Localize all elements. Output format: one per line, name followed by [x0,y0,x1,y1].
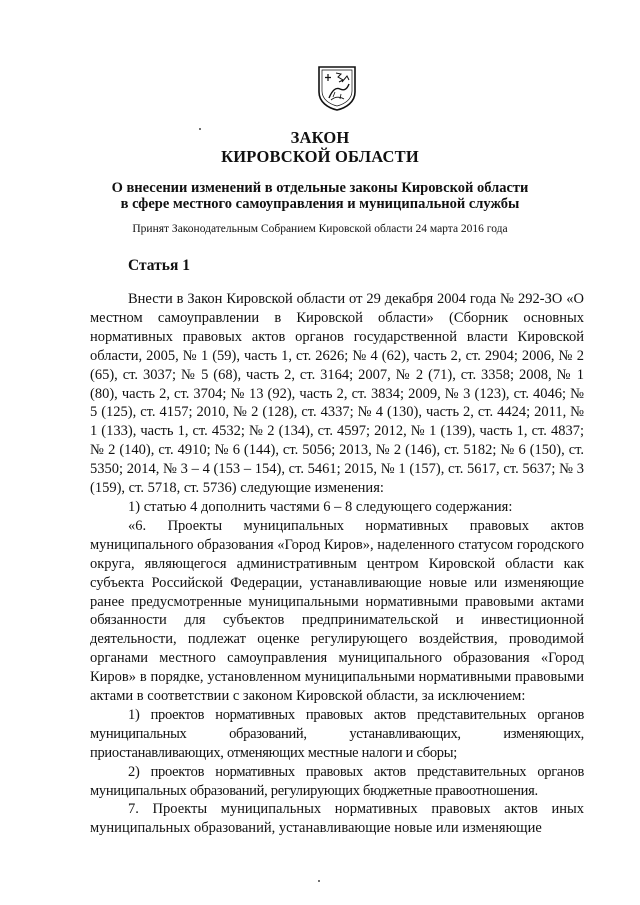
paragraph-amendment-intro: Внести в Закон Кировской области от 29 декабря 2004 года № 292-ЗО «О местном самоуправлении в Кировской области» (Сборник основных нормативных правовых актов органов государственной власти Кировской области, 2005, № 1 (59), часть 1, ст. 2626; № 4 (62), часть 2, ст. 2904; 2006, № 2 (65), ст. 3037; № 5 (68), часть 2, ст. 3164; 2007, № 2 (71), ст. 3358; 2008, № 1 (80), часть 2, ст. 3704; № 13 (92), часть 2, ст. 3834; 2009, № 3 (123), ст. 4046; № 5 (125), ст. 4157; 2010, № 2 (128), ст. 4337; № 4 (130), часть 2, ст. 4424; 2011, № 1 (133), часть 1, ст. 4532; № 2 (134), ст. 4597; 2012, № 1 (139), часть 1, ст. 4837; № 2 (140), ст. 4910; № 6 (144), ст. 5056; 2013, № 2 (146), ст. 5182; № 6 (150), ст. 5350; 2014, № 3 – 4 (153 – 154), ст. 5461; 2015, № 1 (157), ст. 5617, ст. 5637; № 3 (159), ст. 5718, ст. 5736) следующие изменения: [90,291,584,497]
paragraph-exception-1: 1) проектов нормативных правовых актов представительных органов муниципальных образований, устанавливающих, изменяющих, приостанавливающих, отменяющих местные налоги и сборы; [90,706,584,761]
scan-speck [318,880,320,882]
article-heading: Статья 1 [128,257,190,274]
law-subtitle-line2: в сфере местного самоуправления и муниципальной службы [120,196,520,212]
paragraph-exception-2: 2) проектов нормативных правовых актов представительных органов муниципальных образований, регулирующих бюджетные правоотношения. [90,763,584,799]
article-body [90,290,584,838]
region-title: КИРОВСКОЙ ОБЛАСТИ [221,147,419,166]
paragraph-part-6: «6. Проекты муниципальных нормативных правовых актов муниципального образования «Город Киров», наделенного статусом городского округа, являющегося административным центром Кировской области как субъекта Российской Федерации, устанавливающие новые или изменяющие ранее предусмотренные муниципальными нормативными правовыми актами обязанности для субъектов предпринимательской и инвестиционной деятельности, подлежат оценке регулирующего воздействия, проводимой органами местного самоуправления муниципального образования «Город Киров» в порядке, установленном муниципальными нормативными правовыми актами в соответствии с законом Кировской области, за исключением: [90,517,584,705]
paragraph-item-1: 1) статью 4 дополнить частями 6 – 8 следующего содержания: [128,498,513,515]
law-title: ЗАКОН [290,128,350,147]
paragraph-part-7: 7. Проекты муниципальных нормативных правовых актов иных муниципальных образований, устанавливающие новые или изменяющие [90,801,584,837]
law-subtitle-line1: О внесении изменений в отдельные законы Кировской области [111,180,529,196]
adoption-note: Принят Законодательным Собранием Кировской области 24 марта 2016 года [132,223,508,235]
coat-of-arms-icon [316,64,358,112]
